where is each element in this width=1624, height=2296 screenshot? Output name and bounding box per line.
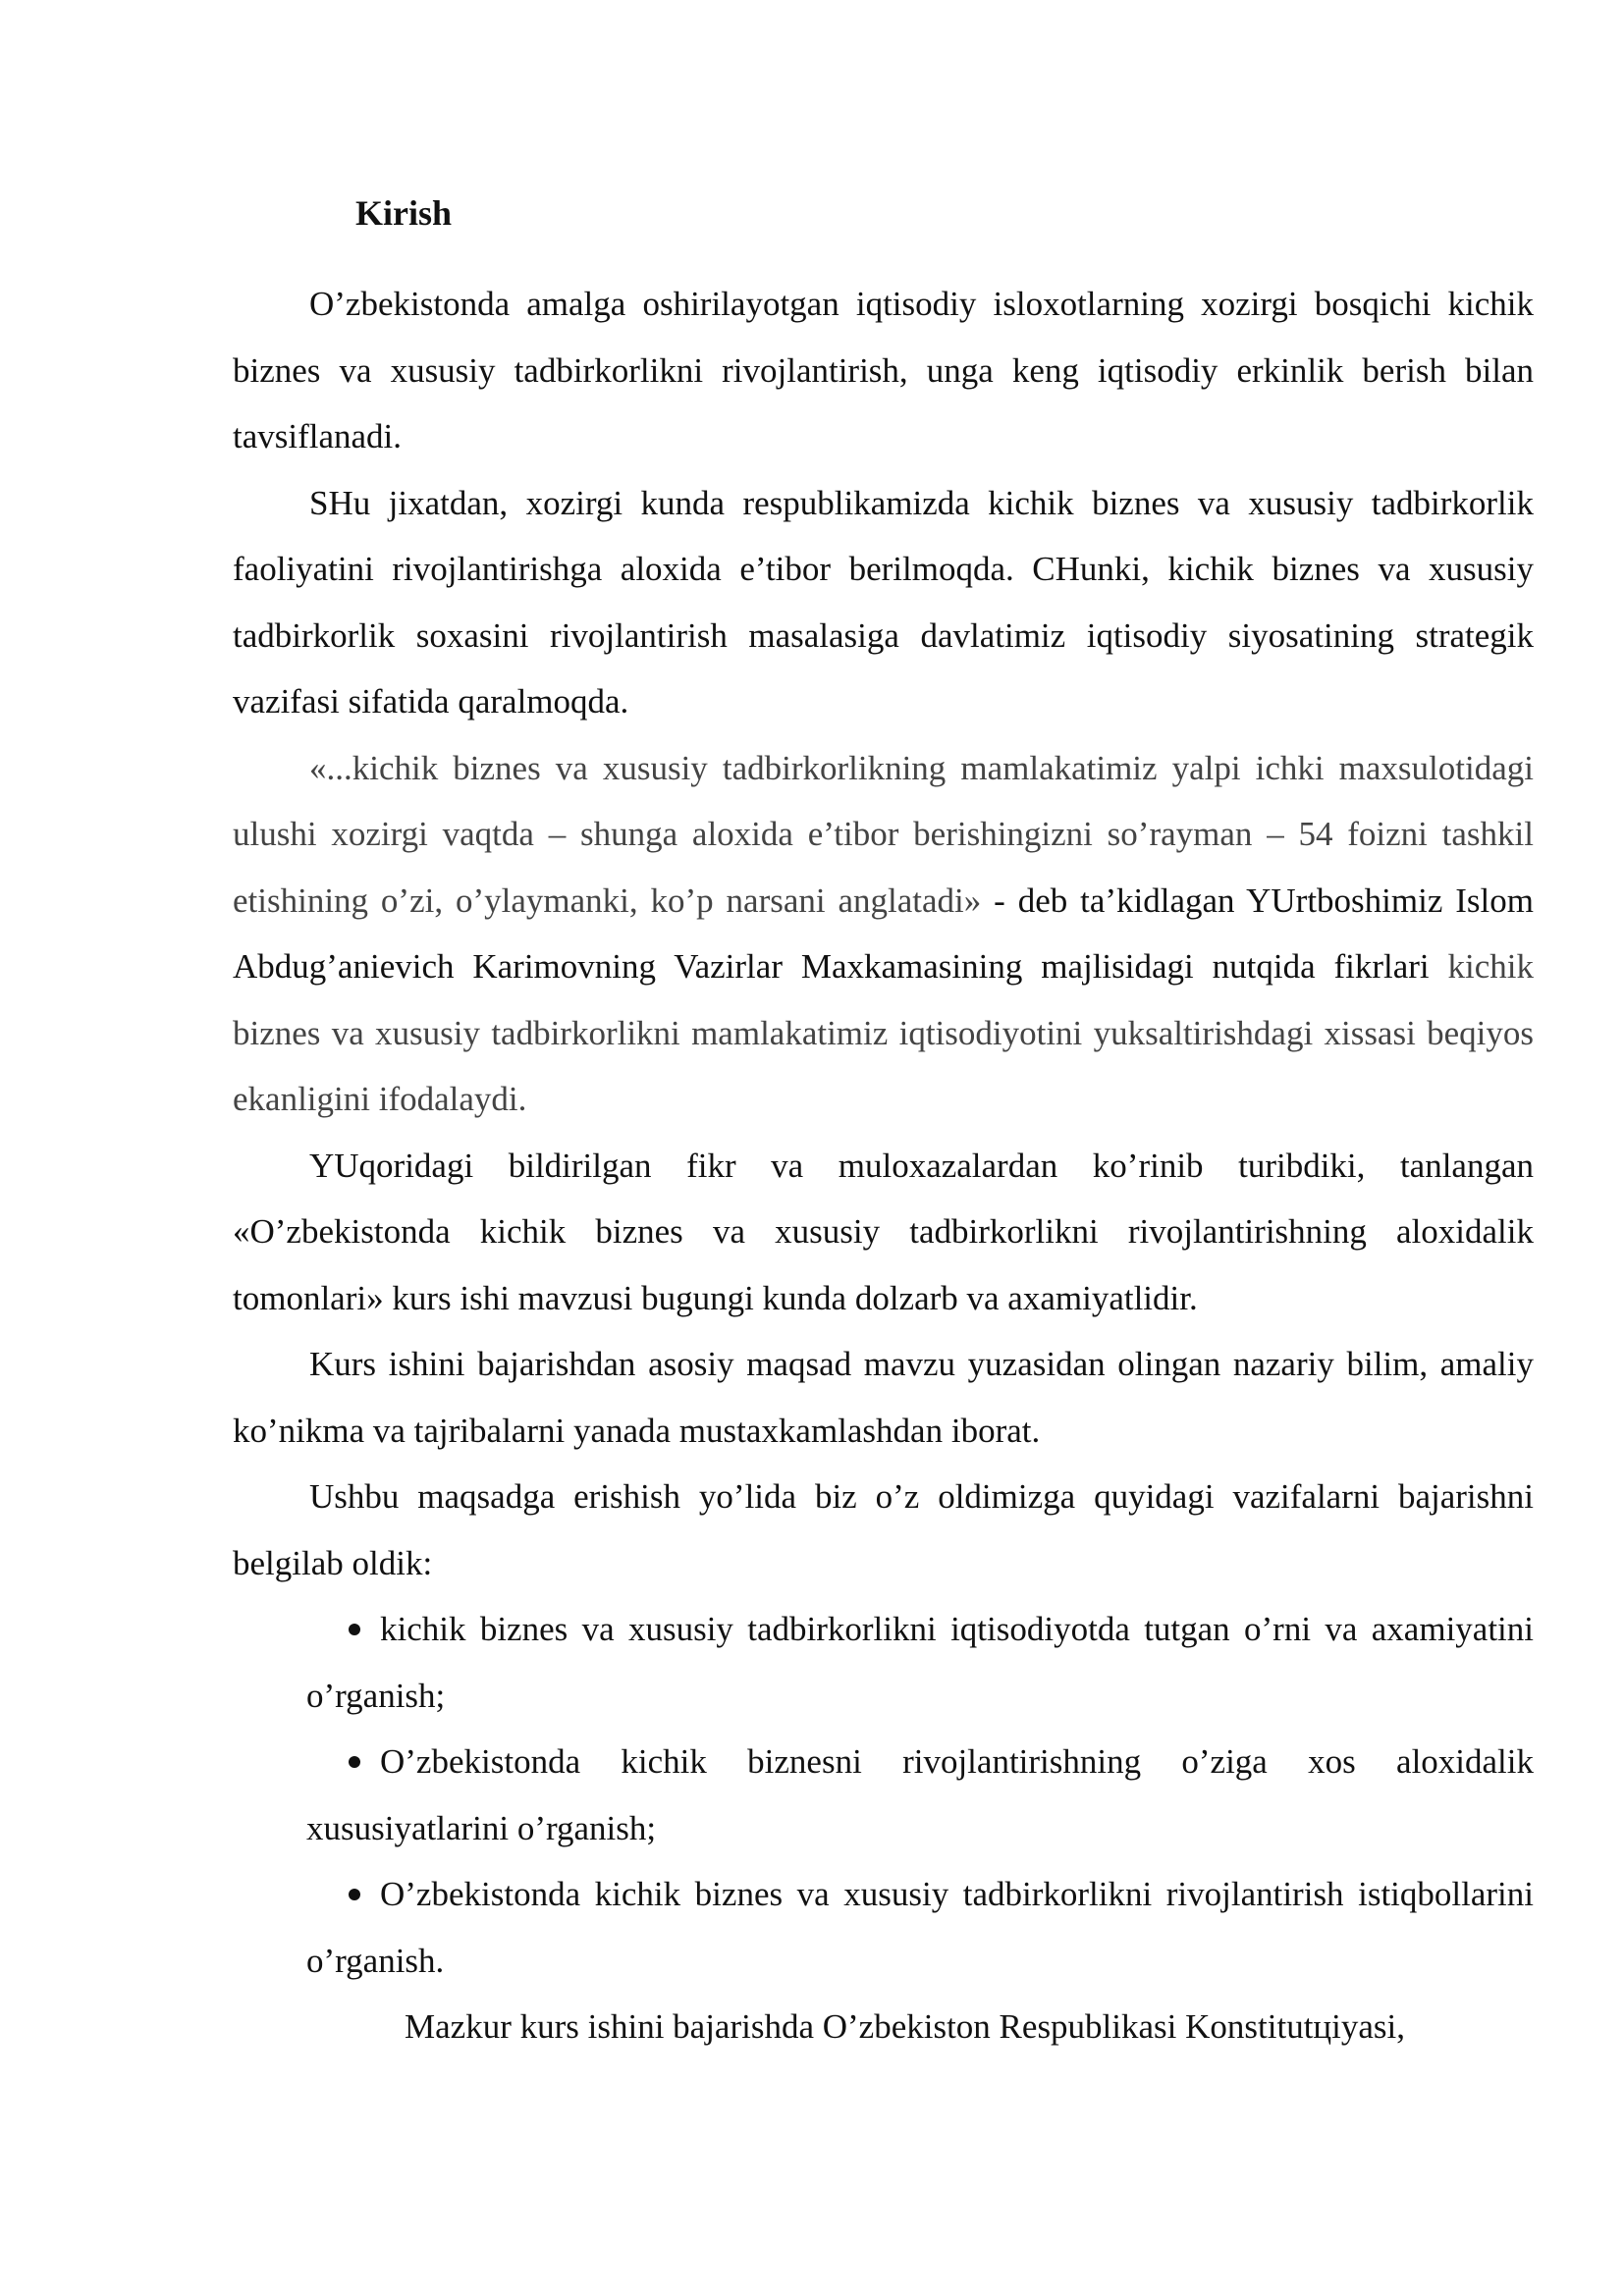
list-item	[306, 1596, 1534, 1729]
paragraph-5: Kurs ishini bajarishdan asosiy maqsad mavzu yuzasidan olingan nazariy bilim, amaliy ko’nikma va tajribalarni yanada mustaxkamlashdan iborat.	[233, 1345, 1534, 1450]
list-item-text: O’zbekistonda kichik biznesni rivojlantirishning o’ziga xos aloxidalik xususiyatlarini o’rganish;	[306, 1742, 1534, 1847]
paragraph-3	[233, 735, 1534, 1133]
list-item-text: O’zbekistonda kichik biznes va xususiy tadbirkorlikni rivojlantirish istiqbollarini o’rganish.	[306, 1875, 1534, 1980]
task-list	[233, 1596, 1534, 1994]
paragraph-6: Ushbu maqsadga erishish yo’lida biz o’z oldimizga quyidagi vazifalarni bajarishni belgilab oldik:	[233, 1477, 1534, 1582]
bullet-icon	[349, 1756, 360, 1768]
document-body	[233, 271, 1534, 2060]
paragraph-2: SHu jixatdan, xozirgi kunda respublikamizda kichik biznes va xususiy tadbirkorlik faoliyatini rivojlantirishga aloxida e’tibor berilmoqda. CHunki, kichik biznes va xususiy tadbirkorlik soxasini rivojlantirish masalasiga davlatimiz iqtisodiy siyosatining strategik vazifasi sifatida qaralmoqda.	[233, 483, 1534, 721]
quote-attribution: - deb ta’kidlagan YUrtboshimiz Islom Abdug’anievich Karimovning Vazirlar Maxkamasining majlisidagi nutqida fikrlari	[233, 881, 1534, 986]
list-item	[306, 1729, 1534, 1861]
quote-conclusion: kichik biznes va xususiy tadbirkorlikni mamlakatimiz iqtisodiyotini yuksaltirishdagi xissasi beqiyos ekanligini ifodalaydi.	[233, 947, 1534, 1118]
list-item	[306, 1861, 1534, 1994]
paragraph-1: O’zbekistonda amalga oshirilayotgan iqtisodiy isloxotlarning xozirgi bosqichi kichik biznes va xususiy tadbirkorlikni rivojlantirish, unga keng iqtisodiy erkinlik berish bilan tavsiflanadi.	[233, 285, 1534, 455]
page-title: Kirish	[355, 193, 453, 233]
paragraph-4: YUqoridagi bildirilgan fikr va muloxazalardan ko’rinib turibdiki, tanlangan «O’zbekistonda kichik biznes va xususiy tadbirkorlikni rivojlantirishning aloxidalik tomonlari» kurs ishi mavzusi bugungi kunda dolzarb va axamiyatlidir.	[233, 1146, 1534, 1317]
list-item-text: kichik biznes va xususiy tadbirkorlikni iqtisodiyotda tutgan o’rni va axamiyatini o’rganish;	[306, 1610, 1534, 1715]
quote-text: «...kichik biznes va xususiy tadbirkorlikning mamlakatimiz yalpi ichki maxsulotidagi ulushi xozirgi vaqtda – shunga aloxida e’tibor berishingizni so’rayman – 54 foizni tashkil etishining o’zi, o’ylaymanki, ko’p narsani anglatadi»	[233, 748, 1534, 920]
paragraph-7: Mazkur kurs ishini bajarishda O’zbekiston Respublikasi Konstitutцiyasi,	[405, 2007, 1406, 2046]
bullet-icon	[349, 1624, 360, 1635]
bullet-icon	[349, 1889, 360, 1900]
